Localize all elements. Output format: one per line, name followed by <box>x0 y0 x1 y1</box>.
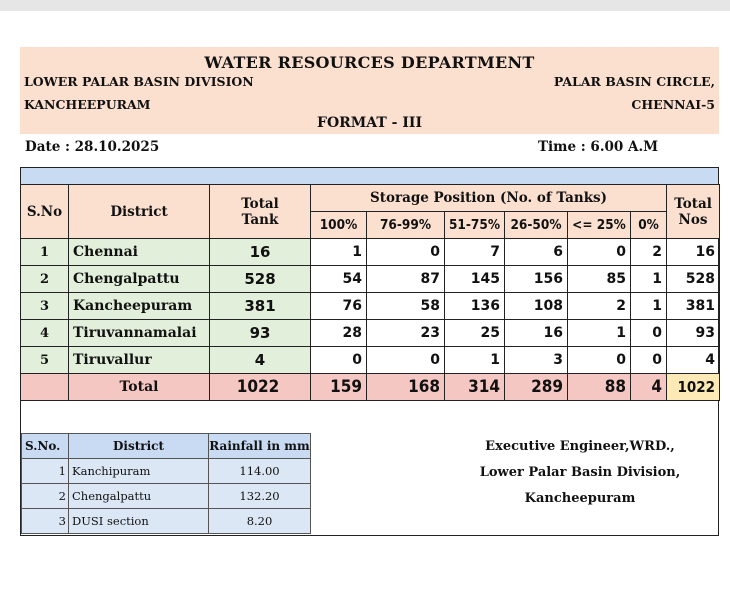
report-date: Date : 28.10.2025 <box>25 139 160 155</box>
cell-total-tank: 528 <box>210 266 311 293</box>
header-pct-26-50: 26-50% <box>505 212 568 239</box>
rain-district: Kanchipuram <box>69 459 209 484</box>
format-label: FORMAT - III <box>317 115 422 131</box>
total-p76: 168 <box>367 374 445 401</box>
header-total-tank <box>210 185 311 239</box>
cell-p51: 25 <box>445 320 505 347</box>
header-pct-76-99: 76-99% <box>367 212 445 239</box>
rain-value: 132.20 <box>209 484 311 509</box>
department-title: WATER RESOURCES DEPARTMENT <box>204 53 535 72</box>
cell-p76: 58 <box>367 293 445 320</box>
cell-total-tank: 4 <box>210 347 311 374</box>
cell-p26: 156 <box>505 266 568 293</box>
circle-location: CHENNAI-5 <box>631 97 715 112</box>
cell-sno: 1 <box>21 239 69 266</box>
cell-p25: 0 <box>568 347 631 374</box>
cell-p100: 1 <box>311 239 367 266</box>
cell-p26: 108 <box>505 293 568 320</box>
total-p0: 4 <box>631 374 667 401</box>
header-total-nos-l1: Total <box>674 195 712 212</box>
cell-p0: 1 <box>631 266 667 293</box>
table-row <box>21 347 720 374</box>
table-row <box>22 509 311 534</box>
header-pct-le-25: <= 25% <box>568 212 631 239</box>
cell-sno: 3 <box>21 293 69 320</box>
cell-total-nos: 528 <box>667 266 720 293</box>
cell-district: Chennai <box>69 239 210 266</box>
cell-p100: 28 <box>311 320 367 347</box>
header-pct-0: 0% <box>631 212 667 239</box>
rain-header-rainfall: Rainfall in mm <box>209 434 311 459</box>
blue-band <box>21 168 718 185</box>
cell-district: Kancheepuram <box>69 293 210 320</box>
rain-sno: 1 <box>22 459 69 484</box>
cell-p76: 23 <box>367 320 445 347</box>
header-total-tank-l1: Total <box>241 195 279 212</box>
table-row <box>22 484 311 509</box>
total-p26: 289 <box>505 374 568 401</box>
cell-p76: 0 <box>367 239 445 266</box>
table-row <box>22 459 311 484</box>
signature-division: Lower Palar Basin Division, <box>479 465 681 480</box>
table-row <box>21 320 720 347</box>
total-row <box>21 374 720 401</box>
rain-value: 8.20 <box>209 509 311 534</box>
cell-p100: 54 <box>311 266 367 293</box>
table-row <box>21 239 720 266</box>
rain-district: DUSI section <box>69 509 209 534</box>
cell-total-tank: 381 <box>210 293 311 320</box>
cell-p0: 1 <box>631 293 667 320</box>
total-p100: 159 <box>311 374 367 401</box>
report-header <box>20 47 719 134</box>
rain-header-sno: S.No. <box>22 434 69 459</box>
cell-sno: 2 <box>21 266 69 293</box>
cell-p100: 0 <box>311 347 367 374</box>
rain-header-district: District <box>69 434 209 459</box>
header-pct-100: 100% <box>311 212 367 239</box>
cell-district: Tiruvallur <box>69 347 210 374</box>
division-location: KANCHEEPURAM <box>24 97 151 112</box>
header-pct-51-75: 51-75% <box>445 212 505 239</box>
table-row <box>21 266 720 293</box>
header-district: District <box>69 185 210 239</box>
rain-sno: 2 <box>22 484 69 509</box>
total-label: Total <box>69 374 210 401</box>
cell-p26: 6 <box>505 239 568 266</box>
division-name: LOWER PALAR BASIN DIVISION <box>24 74 254 89</box>
top-bar <box>0 0 730 11</box>
cell-p51: 7 <box>445 239 505 266</box>
cell-p100: 76 <box>311 293 367 320</box>
total-p25: 88 <box>568 374 631 401</box>
total-tank-sum: 1022 <box>210 374 311 401</box>
cell-p51: 145 <box>445 266 505 293</box>
cell-p76: 87 <box>367 266 445 293</box>
cell-p0: 0 <box>631 320 667 347</box>
header-total-tank-l2: Tank <box>241 211 279 228</box>
cell-p0: 0 <box>631 347 667 374</box>
signature-title: Executive Engineer,WRD., <box>485 439 675 454</box>
rainfall-table <box>21 433 311 534</box>
total-p51: 314 <box>445 374 505 401</box>
rain-value: 114.00 <box>209 459 311 484</box>
signature-location: Kancheepuram <box>524 491 636 506</box>
circle-name: PALAR BASIN CIRCLE, <box>553 74 715 89</box>
cell-p51: 1 <box>445 347 505 374</box>
cell-p76: 0 <box>367 347 445 374</box>
cell-total-tank: 16 <box>210 239 311 266</box>
cell-district: Chengalpattu <box>69 266 210 293</box>
cell-p0: 2 <box>631 239 667 266</box>
total-nos-sum: 1022 <box>667 374 720 401</box>
header-total-nos <box>667 185 720 239</box>
cell-p51: 136 <box>445 293 505 320</box>
cell-p26: 16 <box>505 320 568 347</box>
table-row <box>21 293 720 320</box>
cell-sno: 5 <box>21 347 69 374</box>
rain-district: Chengalpattu <box>69 484 209 509</box>
cell-total-nos: 381 <box>667 293 720 320</box>
cell-total-nos: 93 <box>667 320 720 347</box>
header-storage-position: Storage Position (No. of Tanks) <box>311 185 667 212</box>
cell-p25: 2 <box>568 293 631 320</box>
cell-district: Tiruvannamalai <box>69 320 210 347</box>
rain-sno: 3 <box>22 509 69 534</box>
cell-p25: 85 <box>568 266 631 293</box>
header-total-nos-l2: Nos <box>678 211 708 228</box>
cell-total-nos: 4 <box>667 347 720 374</box>
cell-total-tank: 93 <box>210 320 311 347</box>
report-time: Time : 6.00 A.M <box>538 139 659 155</box>
cell-p25: 0 <box>568 239 631 266</box>
cell-p25: 1 <box>568 320 631 347</box>
cell-sno: 4 <box>21 320 69 347</box>
storage-table <box>20 184 720 401</box>
cell-total-nos: 16 <box>667 239 720 266</box>
header-sno: S.No <box>21 185 69 239</box>
cell-p26: 3 <box>505 347 568 374</box>
